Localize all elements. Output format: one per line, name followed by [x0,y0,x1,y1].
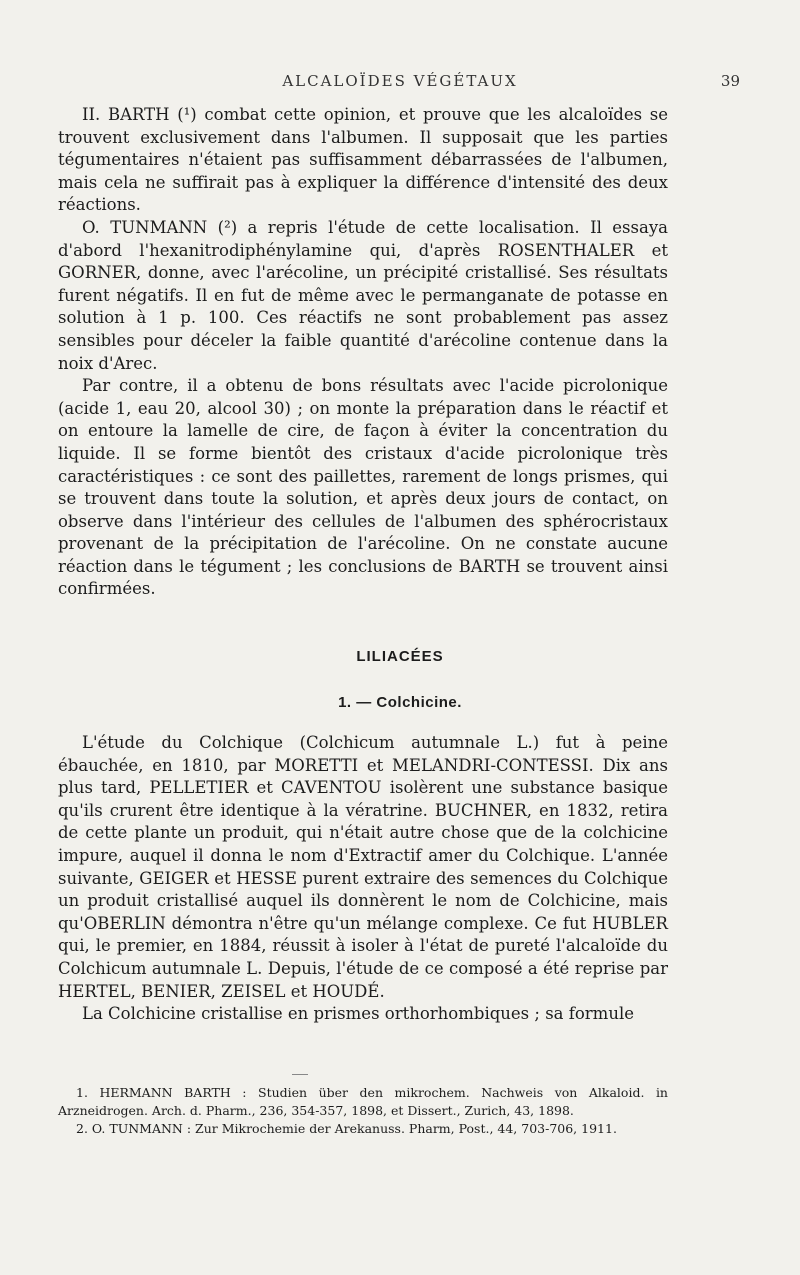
footnotes [58,1084,668,1138]
footnote-2: 2. O. TUNMANN : Zur Mikrochemie der Arekanuss. Pharm, Post., 44, 703-706, 1911. [76,1121,617,1136]
subsection-heading: 1. — Colchicine. [338,694,462,711]
paragraph-colchicine-formula: La Colchicine cristallise en prismes orthorhombiques ; sa formule [82,1004,634,1024]
paragraph-colchique: L'étude du Colchique (Colchicum autumnale L.) fut à peine ébauchée, en 1810, par MORETTI et MELANDRI-CONTESSI. Dix ans plus tard, PELLETIER et CAVENTOU isolèrent une substance basique qu'ils crurent être identique à la vératrine. BUCHNER, en 1832, retira de cette plante un produit, qui n'était autre chose que de la colchicine impure, auquel il donna le nom d'Extractif amer du Colchique. L'année suivante, GEIGER et HESSE purent extraire des semences du Colchique un produit cristallisé auquel ils donnèrent le nom de Colchicine, mais qu'OBERLIN démontra n'être qu'un mélange complexe. Ce fut HUBLER qui, le premier, en 1884, réussit à isoler à l'état de pureté l'alcaloïde du Colchicum autumnale L. Depuis, l'étude de ce composé a été reprise par HERTEL, BENIER, ZEISEL et HOUDÉ. [58,733,668,1001]
body-text-top [58,104,668,601]
running-header [60,72,740,96]
running-title: ALCALOÏDES VÉGÉTAUX [282,72,518,90]
section-heading: LILIACÉES [356,648,444,665]
paragraph-picrolonic: Par contre, il a obtenu de bons résultats avec l'acide picrolonique (acide 1, eau 20, alcool 30) ; on monte la préparation dans le réactif et on entoure la lamelle de cire, de façon à éviter la concentration du liquide. Il se forme bientôt des cristaux d'acide picrolonique très caractéristiques : ce sont des paillettes, rarement de longs prismes, qui se trouvent dans toute la solution, et après deux jours de contact, on observe dans l'intérieur des cellules de l'albumen des sphérocristaux provenant de la précipitation de l'arécoline. On ne constate aucune réaction dans le tégument ; les conclusions de BARTH se trouvent ainsi confirmées. [58,376,668,599]
body-text-bottom [58,732,668,1026]
footnote-separator [292,1074,308,1075]
page-number: 39 [720,72,740,90]
paragraph-barth: II. BARTH (¹) combat cette opinion, et prouve que les alcaloïdes se trouvent exclusivement dans l'albumen. Il supposait que les parties tégumentaires n'étaient pas suffisamment débarrassées de l'albumen, mais cela ne suffirait pas à expliquer la différence d'intensité des deux réactions. [58,105,668,215]
paragraph-tunmann: O. TUNMANN (²) a repris l'étude de cette localisation. Il essaya d'abord l'hexanitrodiphénylamine qui, d'après ROSENTHALER et GORNER, donne, avec l'arécoline, un précipité cristallisé. Ses résultats furent négatifs. Il en fut de même avec le permanganate de potasse en solution à 1 p. 100. Ces réactifs ne sont probablement pas assez sensibles pour déceler la faible quantité d'arécoline contenue dans la noix d'Arec. [58,217,668,373]
footnote-1: 1. HERMANN BARTH : Studien über den mikrochem. Nachweis von Alkaloid. in Arzneidrogen. Arch. d. Pharm., 236, 354-357, 1898, et Dissert., Zurich, 43, 1898. [58,1085,668,1118]
